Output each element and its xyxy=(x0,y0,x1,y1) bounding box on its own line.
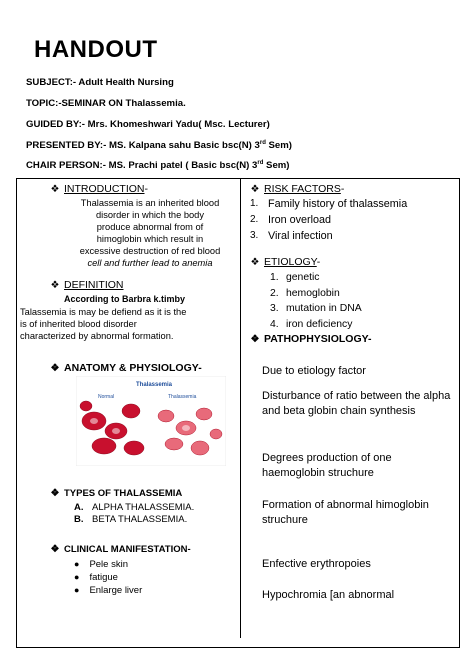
list-item: ● Enlarge liver xyxy=(74,585,143,596)
subject-line: SUBJECT:- Adult Health Nursing xyxy=(26,77,174,88)
patho-step: Disturbance of ratio between the alpha and beta globin chain synthesis xyxy=(262,390,451,417)
illus-label-thalassemia: Thalassemia xyxy=(168,394,197,400)
pathophysiology-heading: ❖ PATHOPHYSIOLOGY- xyxy=(250,333,372,345)
introduction-text: Thalassemia is an inherited blood disorder in which the body produce abnormal from of himoglobin which result in excessive destruction of red blood cell and further lead to anemia xyxy=(79,198,221,268)
handout-title: HANDOUT xyxy=(34,36,158,63)
patho-step: Enfective erythropoies xyxy=(262,558,371,570)
risk-heading: ❖ RISK FACTORS- xyxy=(250,183,345,195)
chair-person-line: CHAIR PERSON:- MS. Prachi patel ( Basic bsc(N) 3rd Sem) xyxy=(26,160,290,172)
patho-step: Due to etiology factor xyxy=(262,365,366,377)
bullet-dot-icon: ● xyxy=(74,559,80,569)
definition-text: Talassemia is may be defiend as it is the is of inherited blood disorder characterized by abnormal formation. xyxy=(20,307,187,341)
topic-line: TOPIC:-SEMINAR ON Thalassemia. xyxy=(26,98,186,109)
diamond-bullet-icon: ❖ xyxy=(250,256,260,268)
list-item: 3. Viral infection xyxy=(250,230,333,242)
definition-source: According to Barbra k.timby xyxy=(64,294,186,304)
types-heading: ❖ TYPES OF THALASSEMIA xyxy=(50,488,183,499)
risk-list xyxy=(250,196,407,244)
etiology-heading: ❖ ETIOLOGY- xyxy=(250,256,321,268)
illus-title: Thalassemia xyxy=(136,382,173,388)
diamond-bullet-icon: ❖ xyxy=(50,183,60,195)
list-item: ● fatigue xyxy=(74,572,118,583)
thalassemia-illustration xyxy=(76,376,226,466)
types-list xyxy=(48,502,194,526)
list-item: 1. genetic xyxy=(270,272,320,283)
list-item: ● Pele skin xyxy=(74,559,128,570)
diamond-bullet-icon: ❖ xyxy=(50,544,60,555)
list-item: B. BETA THALASSEMIA. xyxy=(74,514,188,525)
clinical-heading: ❖ CLINICAL MANIFESTATION- xyxy=(50,544,191,555)
patho-step: Degrees production of one haemoglobin struchure xyxy=(262,452,392,479)
presented-by-line: PRESENTED BY:- MS. Kalpana sahu Basic bsc(N) 3rd Sem) xyxy=(26,140,292,152)
diamond-bullet-icon: ❖ xyxy=(50,279,60,291)
diamond-bullet-icon: ❖ xyxy=(50,488,60,499)
introduction-heading: ❖ INTRODUCTION- xyxy=(50,183,148,195)
diamond-bullet-icon: ❖ xyxy=(50,362,60,374)
definition-heading: ❖ DEFINITION xyxy=(50,279,124,291)
diamond-bullet-icon: ❖ xyxy=(250,333,260,345)
bullet-dot-icon: ● xyxy=(74,585,80,595)
introduction-section xyxy=(50,183,148,195)
list-item: A. ALPHA THALASSEMIA. xyxy=(74,502,195,513)
list-item: 4. iron deficiency xyxy=(270,318,353,330)
list-item: 3. mutation in DNA xyxy=(270,303,362,314)
guided-by-line: GUIDED BY:- Mrs. Khomeshwari Yadu( Msc. Lecturer) xyxy=(26,119,270,130)
etiology-list xyxy=(250,270,362,332)
bullet-dot-icon: ● xyxy=(74,572,80,582)
illus-label-normal: Normal xyxy=(98,394,115,400)
column-divider xyxy=(240,178,241,638)
clinical-list xyxy=(48,558,142,597)
list-item: 2. hemoglobin xyxy=(270,287,340,299)
anatomy-heading: ❖ ANATOMY & PHYSIOLOGY- xyxy=(50,362,202,374)
list-item: 1. Family history of thalassemia xyxy=(250,198,408,210)
patho-step: Formation of abnormal himoglobin struchure xyxy=(262,499,429,526)
patho-step: Hypochromia [an abnormal xyxy=(262,589,395,601)
list-item: 2. Iron overload xyxy=(250,214,332,226)
diamond-bullet-icon: ❖ xyxy=(250,183,260,195)
